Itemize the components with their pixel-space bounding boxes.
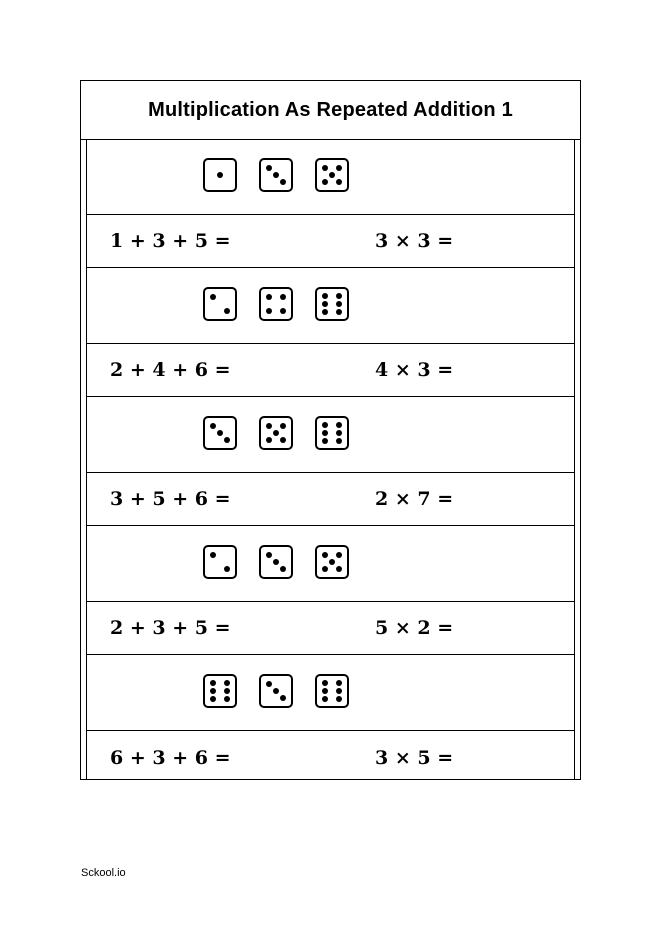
die-pip [322,688,328,694]
dice-row [87,139,574,215]
title-box [81,81,580,140]
die-pip [273,430,279,436]
die-pip [336,430,342,436]
dice-row [87,268,574,344]
die-pip [266,681,272,687]
die-pip [322,438,328,444]
problem-table [86,139,575,780]
die-pip [336,301,342,307]
die-pip [336,680,342,686]
equation-row [87,344,574,397]
die-pip [210,552,216,558]
die-pip [280,423,286,429]
die-pip [336,688,342,694]
multiplication-expression: 3 × 5 = [375,746,454,769]
die-pip [273,172,279,178]
die-3-icon [203,416,237,450]
die-pip [280,695,286,701]
die-pip [280,294,286,300]
die-pip [336,552,342,558]
die-pip [266,552,272,558]
die-5-icon [315,158,349,192]
die-pip [322,165,328,171]
die-6-icon [203,674,237,708]
die-pip [322,696,328,702]
page-title: Multiplication As Repeated Addition 1 [148,98,513,121]
die-pip [217,430,223,436]
die-3-icon [259,158,293,192]
die-pip [224,566,230,572]
die-3-icon [259,545,293,579]
die-pip [322,179,328,185]
die-pip [322,680,328,686]
equation-row [87,473,574,526]
multiplication-expression: 5 × 2 = [375,617,454,639]
dice-row [87,655,574,731]
footer-brand: Sckool.io [81,867,126,879]
die-pip [322,309,328,315]
die-2-icon [203,545,237,579]
die-pip [224,437,230,443]
die-5-icon [315,545,349,579]
die-pip [280,437,286,443]
multiplication-expression: 3 × 3 = [375,230,454,252]
addition-expression: 1 + 3 + 5 = [110,230,231,252]
die-pip [266,437,272,443]
die-pip [322,430,328,436]
die-pip [210,688,216,694]
die-pip [266,165,272,171]
die-6-icon [315,674,349,708]
die-5-icon [259,416,293,450]
die-pip [280,308,286,314]
die-pip [273,559,279,565]
die-pip [322,566,328,572]
equation-row [87,215,574,268]
die-pip [322,301,328,307]
die-4-icon [259,287,293,321]
die-pip [266,294,272,300]
die-pip [336,422,342,428]
die-pip [210,696,216,702]
die-pip [329,559,335,565]
die-pip [224,680,230,686]
addition-expression: 2 + 3 + 5 = [110,617,231,639]
die-pip [336,309,342,315]
die-pip [336,165,342,171]
die-1-icon [203,158,237,192]
die-pip [322,422,328,428]
die-3-icon [259,674,293,708]
die-pip [210,423,216,429]
addition-expression: 3 + 5 + 6 = [110,488,231,510]
die-pip [322,552,328,558]
die-pip [224,308,230,314]
die-pip [280,566,286,572]
addition-expression: 6 + 3 + 6 = [110,746,231,769]
die-pip [322,293,328,299]
die-pip [336,179,342,185]
die-6-icon [315,416,349,450]
die-pip [336,438,342,444]
die-pip [217,172,223,178]
dice-row [87,397,574,473]
addition-expression: 2 + 4 + 6 = [110,359,231,381]
die-pip [210,680,216,686]
equation-row [87,731,574,784]
die-pip [336,293,342,299]
die-pip [210,294,216,300]
die-6-icon [315,287,349,321]
multiplication-expression: 2 × 7 = [375,488,454,510]
die-pip [280,179,286,185]
die-pip [329,172,335,178]
die-pip [266,423,272,429]
die-pip [266,308,272,314]
die-2-icon [203,287,237,321]
dice-row [87,526,574,602]
die-pip [224,696,230,702]
equation-row [87,602,574,655]
worksheet [80,80,581,780]
die-pip [224,688,230,694]
die-pip [336,696,342,702]
die-pip [273,688,279,694]
multiplication-expression: 4 × 3 = [375,359,454,381]
die-pip [336,566,342,572]
